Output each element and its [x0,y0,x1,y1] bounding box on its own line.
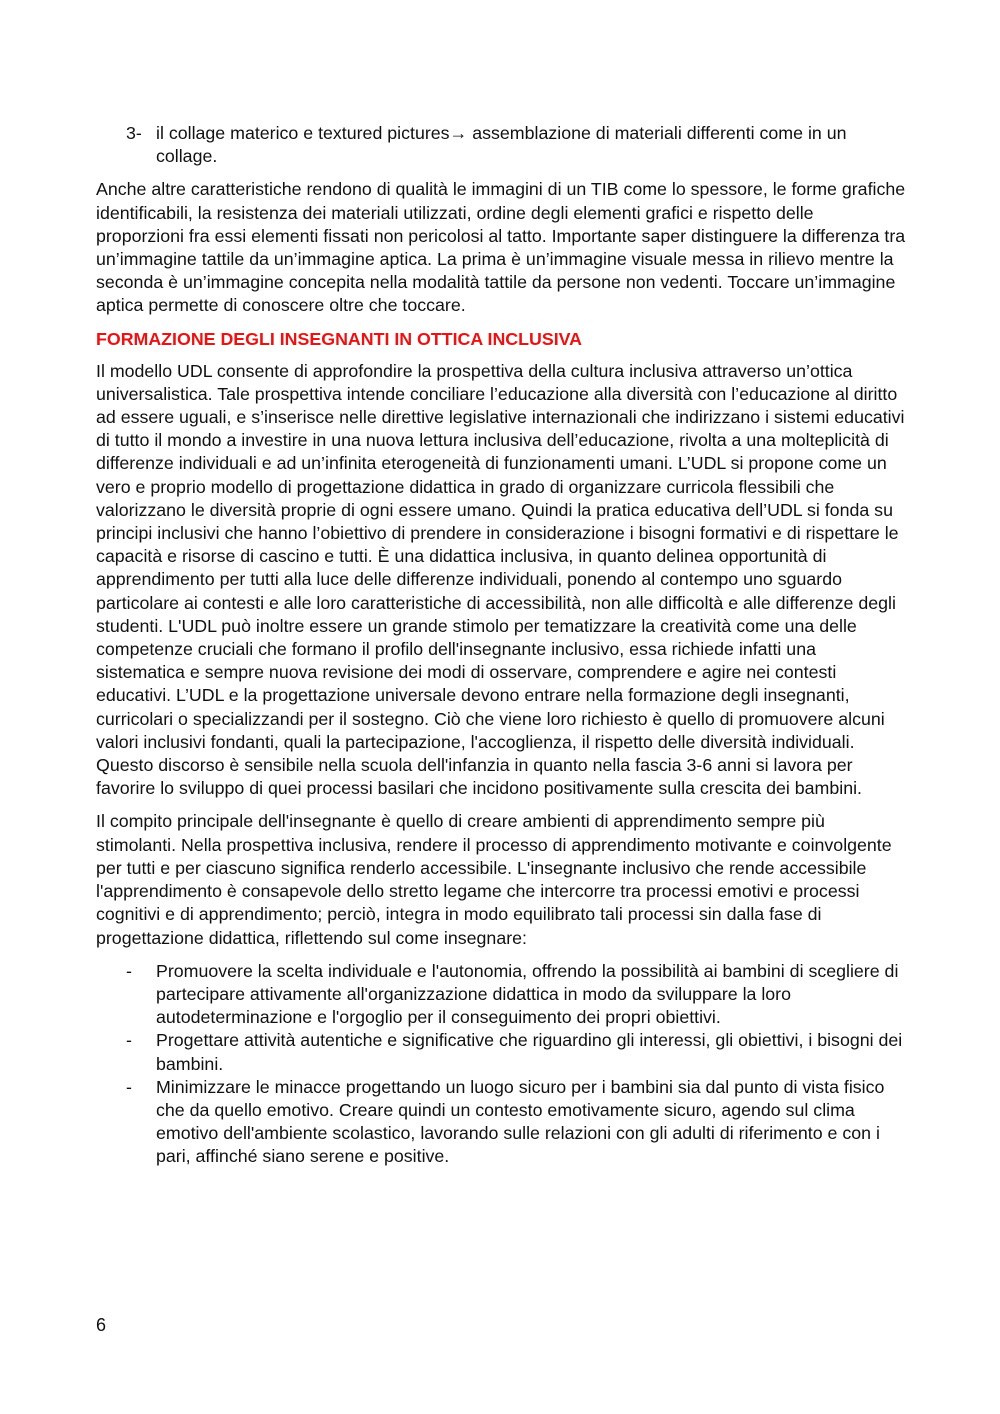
list-item [96,1029,906,1075]
bullet-dash: - [126,960,132,981]
list-item [96,1076,906,1169]
list-item-text: il collage materico e textured pictures→ assemblazione di materiali differenti come in un collage. [156,123,847,167]
bullet-list [96,960,906,1169]
list-marker: 3- [126,123,142,143]
page-number: 6 [96,1315,107,1335]
paragraph-udl-model: Il modello UDL consente di approfondire la prospettiva della cultura inclusiva attraverso un’ottica universalistica. Tale prospettiva intende conciliare l’educazione alla diversità con l’educazione al diritto ad essere uguali, e s’inserisce nelle direttive legislative internazionali che indirizzano i sistemi educativi di tutto il mondo a investire in una nuova lettura inclusiva dell’educazione, rivolta a una molteplicità di differenze individuali e ad un’infinita eterogeneità di funzionamenti umani. L’UDL si propone come un vero e proprio modello di progettazione didattica in grado di organizzare curricola flessibili che valorizzano le diversità proprie di ogni essere umano. Quindi la pratica educativa dell’UDL si fonda su principi inclusivi che hanno l’obiettivo di prendere in considerazione i bisogni formativi e di rispettare le capacità e risorse di cascino e tutti. È una didattica inclusiva, in quanto delinea opportunità di apprendimento per tutti alla luce delle differenze individuali, ponendo al contempo uno sguardo particolare ai contesti e alle loro caratteristiche di accessibilità, non alle difficoltà e alle differenze degli studenti. L'UDL può inoltre essere un grande stimolo per tematizzare la creatività come una delle competenze cruciali che formano il profilo dell'insegnante inclusivo, essa richiede infatti una sistematica e sempre nuova revisione dei modi di osservare, comprendere e agire nei contesti educativi. L’UDL e la progettazione universale devono entrare nella formazione degli insegnanti, curricolari o specializzandi per il sostegno. Ciò che viene loro richiesto è quello di promuovere alcuni valori inclusivi fondanti, quali la partecipazione, l'accoglienza, il rispetto delle diversità individuali. Questo discorso è sensibile nella scuola dell'infanzia in quanto nella fascia 3-6 anni si lavora per favorire lo sviluppo di quei processi basilari che incidono positivamente sulla crescita dei bambini. [96,360,905,799]
numbered-list-item [96,122,906,168]
list-item-text: Minimizzare le minacce progettando un luogo sicuro per i bambini sia dal punto di vista fisico che da quello emotivo. Creare quindi un contesto emotivamente sicuro, agendo sul clima emotivo dell'ambiente scolastico, lavorando sulle relazioni con gli adulti di riferimento e con i pari, affinché siano serene e positive. [156,1076,885,1167]
section-heading: FORMAZIONE DEGLI INSEGNANTI IN OTTICA INCLUSIVA [96,328,583,349]
list-item-text: Promuovere la scelta individuale e l'autonomia, offrendo la possibilità ai bambini di scegliere di partecipare attivamente all'organizzazione didattica in modo da sviluppare la loro autodeterminazione e l'orgoglio per il conseguimento dei propri obiettivi. [156,960,899,1028]
document-page [96,122,906,1169]
list-item [96,960,906,1030]
bullet-dash: - [126,1030,132,1051]
paragraph-tactile-images: Anche altre caratteristiche rendono di qualità le immagini di un TIB come lo spessore, le forme grafiche identificabili, la resistenza dei materiali utilizzati, ordine degli elementi grafici e rispetto delle proporzioni fra essi elementi fissati non pericolosi al tatto. Importante saper distinguere la differenza tra un’immagine tattile da un’immagine aptica. La prima è un’immagine visuale messa in rilievo mentre la seconda è un’immagine concepita nella modalità tattile da persone non vedenti. Toccare un’immagine aptica permette di conoscere oltre che toccare. [96,179,906,316]
list-item-text: Progettare attività autentiche e significative che riguardino gli interessi, gli obiettivi, i bisogni dei bambini. [156,1030,903,1074]
paragraph-teacher-role: Il compito principale dell'insegnante è quello di creare ambienti di apprendimento sempre più stimolanti. Nella prospettiva inclusiva, rendere il processo di apprendimento motivante e coinvolgente per tutti e per ciascuno significa renderlo accessibile. L'insegnante inclusivo che rende accessibile l'apprendimento è consapevole dello stretto legame che intercorre tra processi emotivi e processi cognitivi e di apprendimento; perciò, integra in modo equilibrato tali processi sin dalla fase di progettazione didattica, riflettendo sul come insegnare: [96,811,892,948]
bullet-dash: - [126,1076,132,1097]
